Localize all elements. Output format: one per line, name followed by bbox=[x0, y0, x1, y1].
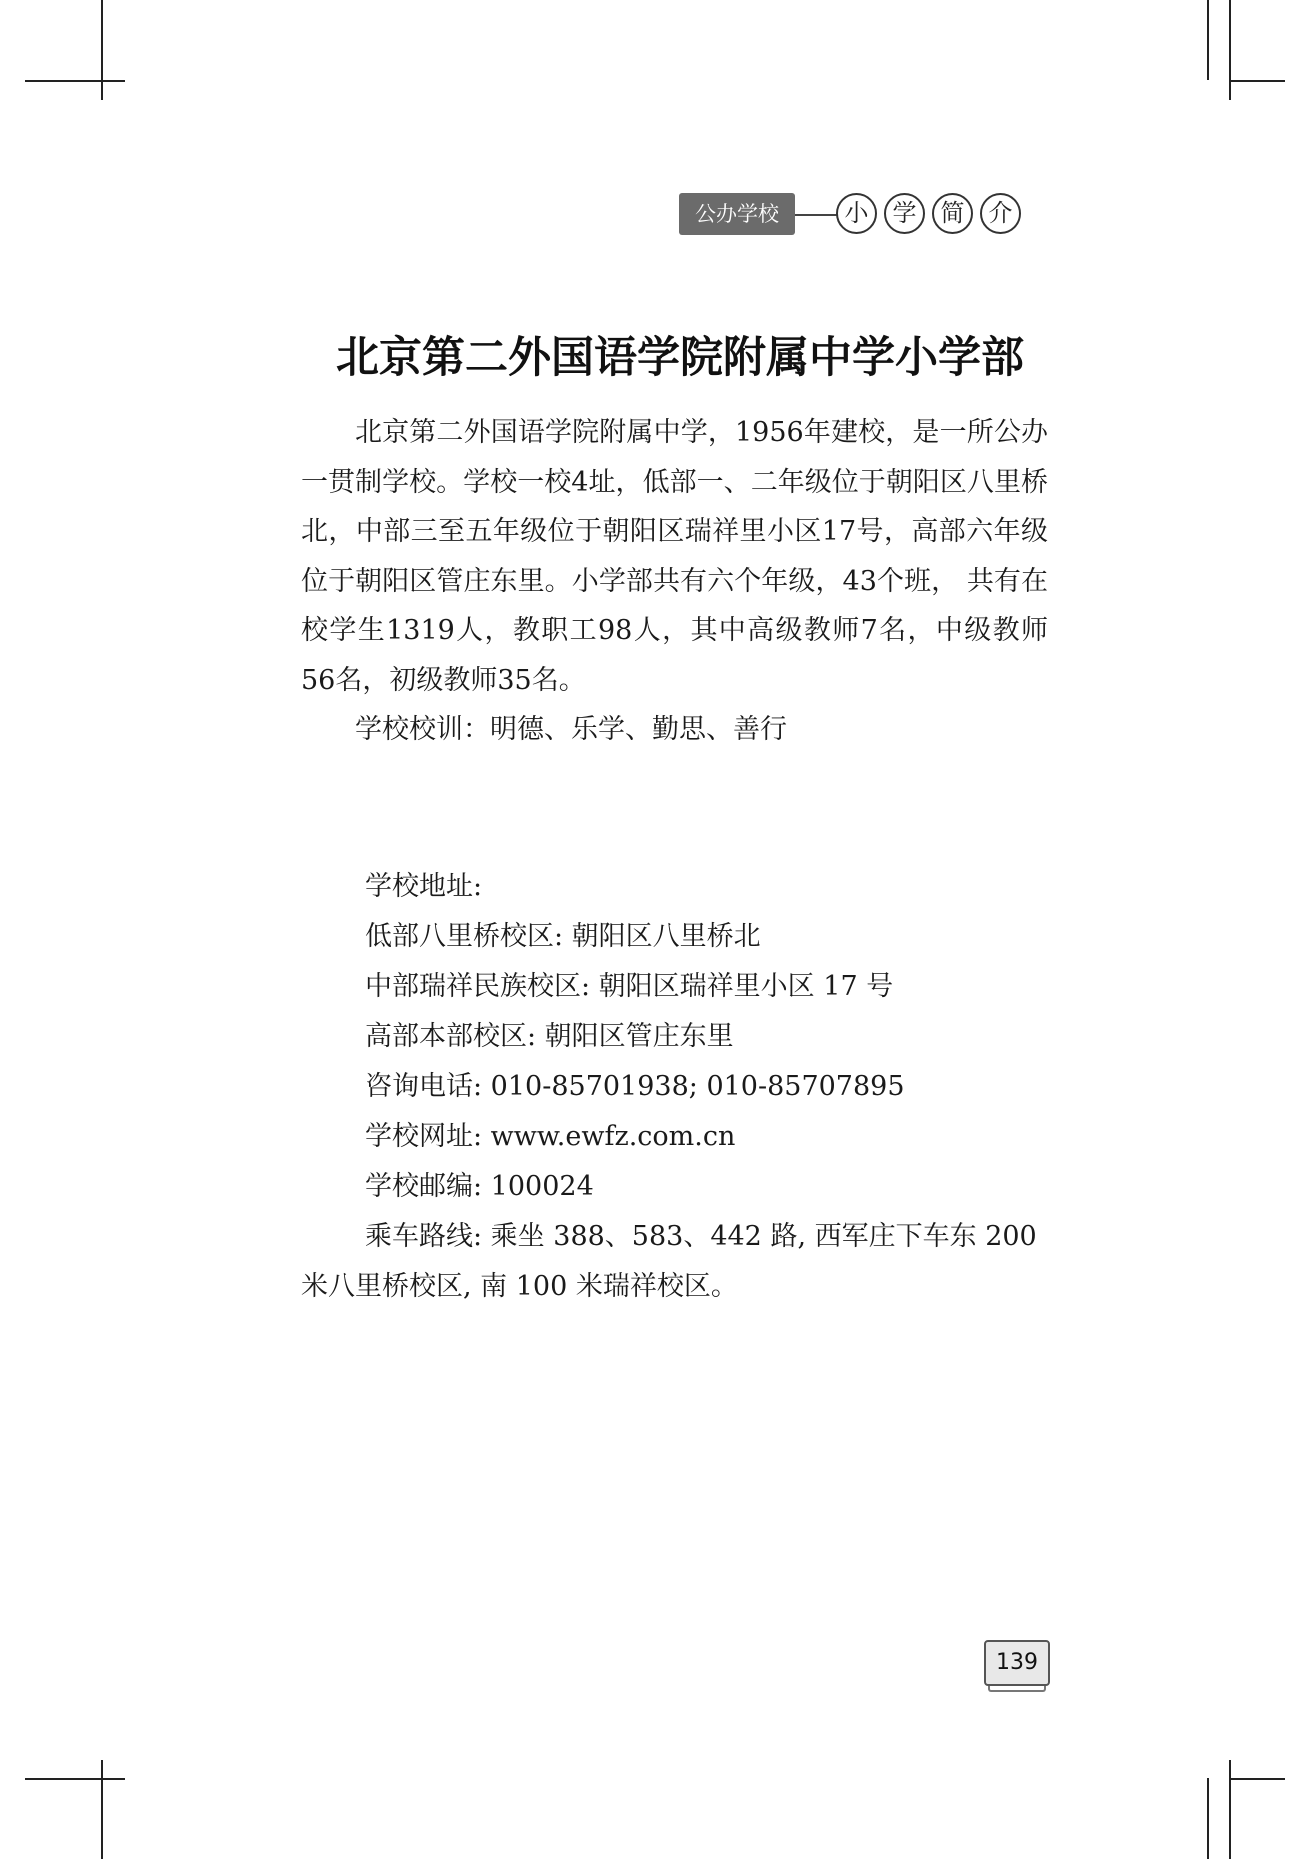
lower-campus-address: 低部八里桥校区: 朝阳区八里桥北 bbox=[365, 921, 761, 952]
crop-mark-top-right-h bbox=[1229, 80, 1285, 82]
intro-section bbox=[301, 408, 1048, 755]
header-connector-line bbox=[795, 214, 837, 216]
address-heading: 学校地址: bbox=[365, 871, 483, 902]
crop-mark-top-right-v2 bbox=[1229, 0, 1231, 100]
category-tag: 公办学校 bbox=[679, 193, 795, 235]
middle-campus-address: 中部瑞祥民族校区: 朝阳区瑞祥里小区 17 号 bbox=[365, 971, 894, 1002]
section-char: 学 bbox=[884, 193, 925, 234]
upper-campus-address: 高部本部校区: 朝阳区管庄东里 bbox=[365, 1021, 734, 1052]
crop-mark-top-left-v bbox=[101, 0, 103, 100]
address-section bbox=[301, 862, 1048, 1312]
website-info: 学校网址: www.ewfz.com.cn bbox=[365, 1121, 736, 1152]
section-char: 小 bbox=[836, 193, 877, 234]
school-motto: 学校校训：明德、乐学、勤思、善行 bbox=[355, 714, 787, 745]
route-info: 乘车路线: 乘坐 388、583、442 路, 西军庄下车东 200 米八里桥校区, 南 100 米瑞祥校区。 bbox=[301, 1221, 1037, 1302]
section-char: 简 bbox=[932, 193, 973, 234]
page-title: 北京第二外国语学院附属中学小学部 bbox=[336, 333, 1024, 383]
intro-paragraph: 北京第二外国语学院附属中学，1956年建校，是一所公办一贯制学校。学校一校4址，低部一、二年级位于朝阳区八里桥北，中部三至五年级位于朝阳区瑞祥里小区17号，高部六年级位于朝阳区管庄东里。小学部共有六个年级，43个班， 共有在校学生1319人，教职工98人，其中高级教师7名，中级教师56名，初级教师35名。 bbox=[301, 417, 1048, 696]
section-char: 介 bbox=[980, 193, 1021, 234]
postcode-info: 学校邮编: 100024 bbox=[365, 1171, 594, 1202]
page-number: 139 bbox=[984, 1640, 1050, 1686]
crop-mark-bottom-right-v1 bbox=[1207, 1778, 1209, 1859]
crop-mark-bottom-right-h bbox=[1229, 1778, 1285, 1780]
crop-mark-bottom-left-v bbox=[101, 1760, 103, 1859]
section-title-circles bbox=[836, 193, 1021, 234]
phone-info: 咨询电话: 010-85701938; 010-85707895 bbox=[365, 1071, 905, 1102]
page-number-book-base bbox=[988, 1686, 1046, 1692]
crop-mark-bottom-right-v2 bbox=[1229, 1760, 1231, 1859]
crop-mark-bottom-left-h bbox=[25, 1778, 125, 1780]
crop-mark-top-right-v1 bbox=[1207, 0, 1209, 80]
crop-mark-top-left-h bbox=[25, 80, 125, 82]
